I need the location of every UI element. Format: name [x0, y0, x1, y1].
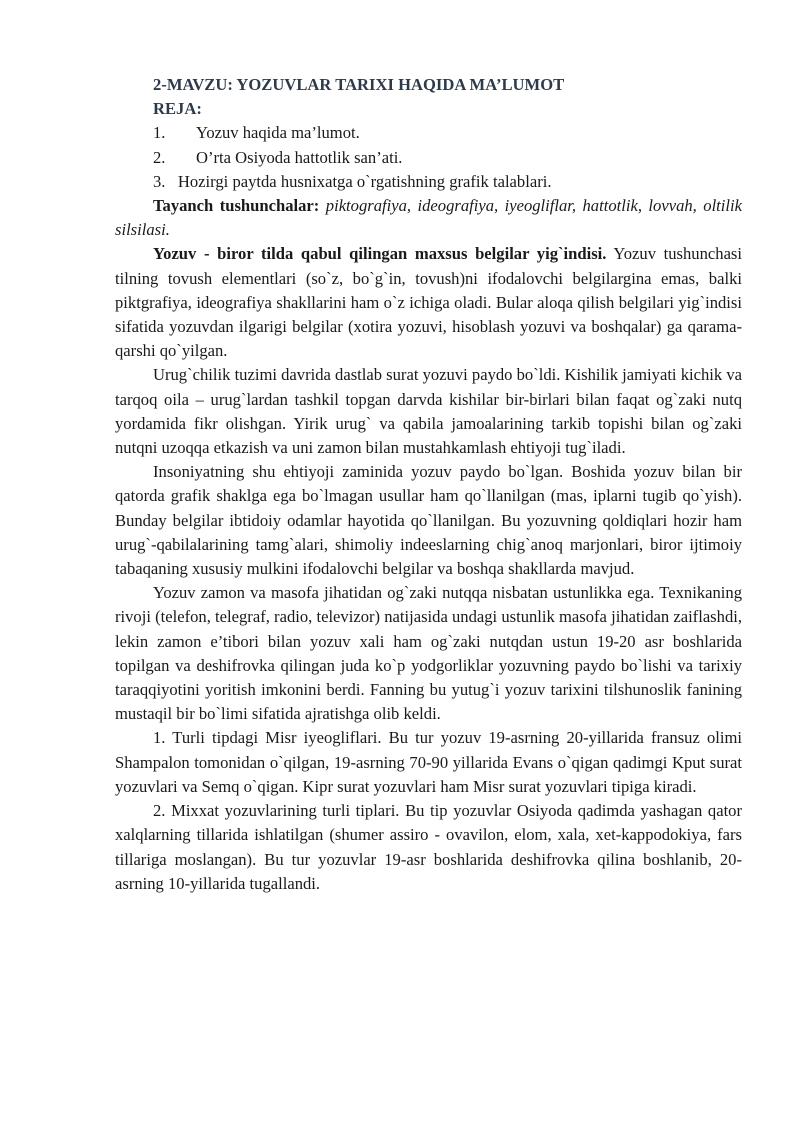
- document-title: 2-MAVZU: YOZUVLAR TARIXI HAQIDA MA’LUMOT: [153, 75, 565, 94]
- body-paragraph: 2. Mixxat yozuvlarining turli tiplari. Bu tip yozuvlar Osiyoda qadimda yashagan qator xalqlarning tillarida ishlatilgan (shumer assiro - ovavilon, elom, xala, xet-kappodokiya, fars tillariga moslangan). Bu tur yozuvlar 19-asr boshlarida deshifrovka qilina boshlanib, 20-asrning 10-yillarida tugallandi.: [115, 801, 742, 893]
- plan-item-text: O’rta Osiyoda hattotlik san’ati.: [196, 147, 403, 167]
- plan-heading: REJA:: [153, 99, 202, 119]
- keywords-paragraph: [115, 194, 742, 242]
- plan-item-text: Yozuv haqida ma’lumot.: [196, 123, 360, 143]
- plan-item: [115, 121, 742, 145]
- plan-item-number: 2.: [153, 147, 166, 167]
- plan-item-text: Hozirgi paytda husnixatga o`rgatishning grafik talablari.: [177, 171, 552, 191]
- body-paragraph: Yozuv zamon va masofa jihatidan og`zaki nutqqa nisbatan ustunlikka ega. Texnikaning rivoji (telefon, telegraf, radio, televizor) natijasida undagi ustunlik masofa jihatidan zaiflashdi, lekin zamon e’tibori bilan yozuv xali ham og`zaki nutqdan ustun 19-20 asr boshlarida topilgan va deshifrovka qilingan juda ko`p yodgorliklar yozuvning paydo bo`lishi va tarixiy taraqqiyotini yoritish imkonini berdi. Fanning bu yutug`i yozuv tarixini tilshunoslik fanining mustaqil bir bo`limi sifatida ajratishga olib keldi.: [115, 583, 742, 724]
- keywords-label: Tayanch tushunchalar:: [153, 196, 320, 216]
- body-paragraph: Insoniyatning shu ehtiyoji zaminida yozuv paydo bo`lgan. Boshida yozuv bilan bir qatorda grafik shaklga ega bo`lmagan usullar ham qo`llanilgan (mas, iplarni tugib qo`yish). Bunday belgilar ibtidoiy odamlar hayotida qo`llanilgan. Bu yozuvning qoldiqlari hozir ham urug`-qabilalarining tamg`alari, shimoliy indeeslarning chig`anoq marjonlari, biror ijtimoiy tabaqaning xususiy mulkini ifodalovchi belgilar va boshqa shakllarda mavjud.: [115, 462, 742, 579]
- plan-item: [115, 146, 742, 170]
- paragraph-text: Yozuv tushunchasi tilning tovush elementlari (so`z, bo`g`in, tovush)ni ifodalovchi belgilargina emas, balki piktgrafiya, ideografiya shakllarini ham o`z ichiga oladi. Bular aloqa qilish belgilari yig`indisi sifatida yozuvdan ilgarigi belgilar (xotira yozuvi, hisoblash yozuvi va boshqalar) ga qarama-qarshi qo`yilgan.: [115, 244, 742, 361]
- body-paragraph: Urug`chilik tuzimi davrida dastlab surat yozuvi paydo bo`ldi. Kishilik jamiyati kichik va tarqoq oila – urug`lardan tashkil topgan darvda kishilar bir-birlari bilan faqat og`zaki nutq yordamida fikr olishgan. Yirik urug` va qabila jamoalarining tarkib topishi bilan og`zaki nutqni uzoqqa etkazish va uni zamon bilan mustahkamlash ehtiyoji tug`iladi.: [115, 365, 742, 458]
- body-paragraph: 1. Turli tipdagi Misr iyeogliflari. Bu tur yozuv 19-asrning 20-yillarida fransuz olimi Shampalon tomonidan o`qilgan, 19-asrning 70-90 yillarida Evans o`qigan qadimgi Kput surat yozuvlari va Semq o`qigan. Kipr surat yozuvlari ham Misr surat yozuvlari tipiga kiradi.: [115, 728, 742, 796]
- keywords-list: piktografiya, ideografiya, iyeogliflar, hattotlik, lovvah, oltilik silsilasi.: [115, 196, 742, 240]
- document-page: [115, 73, 742, 896]
- plan-item-number: 1.: [153, 123, 166, 143]
- plan-item-number: 3.: [153, 171, 166, 191]
- definition-text: Yozuv - biror tilda qabul qilingan maxsus belgilar yig`indisi.: [153, 244, 607, 264]
- body-paragraph: [115, 242, 742, 363]
- plan-item: [115, 170, 742, 194]
